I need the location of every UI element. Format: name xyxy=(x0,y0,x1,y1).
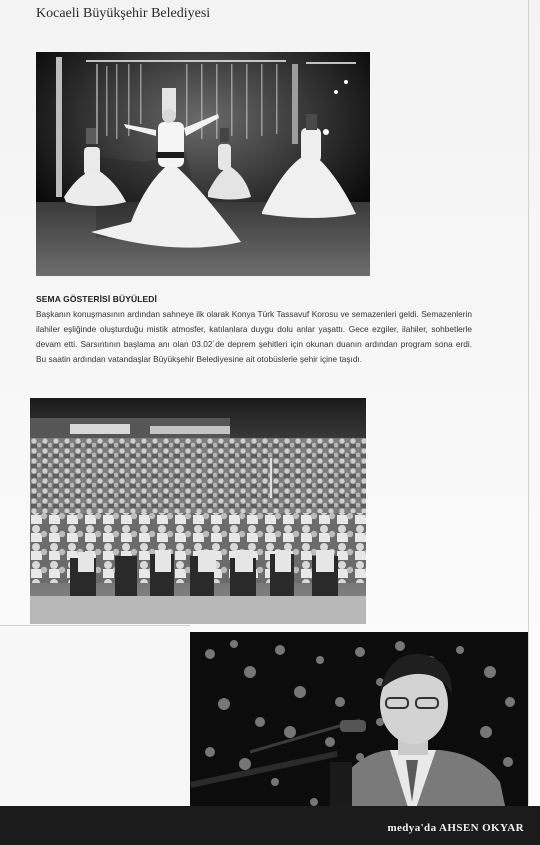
photo-credit: medya'da AHSEN OKYAR xyxy=(387,822,524,834)
whirling-dervishes-photo xyxy=(36,52,370,276)
speaker-at-microphone-photo xyxy=(190,632,528,820)
article-body: Başkanın konuşmasının ardından sahneye ilk olarak Konya Türk Tassavuf Korosu ve semazenleri geldi. Semazenlerin ilahiler eşliğinde oluşturduğu mistik atmosfer, katılanlara duygu dolu anlar yaşattı. Gece ezgiler, ilahiler, sohbetlerle devam etti. Sarsıntının başlama anı olan 03.02´de deprem şehitleri için okunan duanın ardından program sona erdi. Bu saatin ardından vatandaşlar Büyükşehir Belediyesine ait otobüslerle şehir içine taşıdı. xyxy=(36,309,472,364)
audience-crowd-photo xyxy=(30,398,366,624)
page-lower-sheet xyxy=(0,625,190,811)
article-title: SEMA GÖSTERİSİ BÜYÜLEDİ xyxy=(36,294,157,304)
page-header: Kocaeli Büyükşehir Belediyesi xyxy=(36,6,211,21)
page-edge xyxy=(528,0,529,805)
